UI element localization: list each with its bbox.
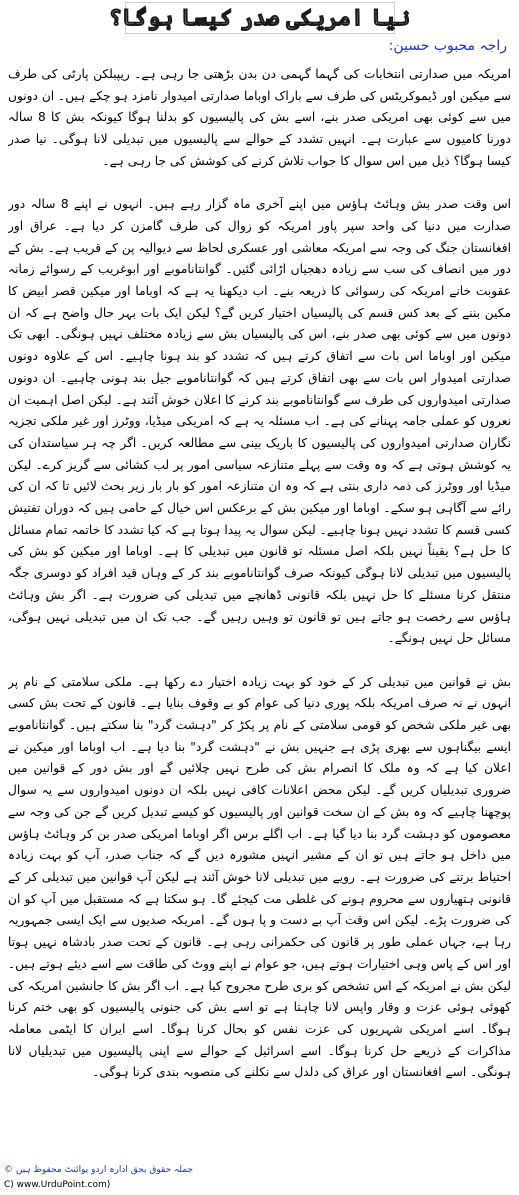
copyright-notice: جملہ حقوق بحق ادارہ اردو پوائنٹ محفوظ ہیں © [4,1165,194,1175]
article-paragraph-2: اس وقت صدر بش وہائٹ ہاؤس میں اپنے آخری ماہ گزار رہے ہیں۔ انہوں نے اپنے 8 سالہ دور صدارت میں دنیا کی واحد سپر پاور امریکہ کو زوال کی طرف گامزن کر دیا ہے۔ عراق اور افغانستان جنگ کی وجہ سے امریکہ معاشی اور عسکری لحاظ سے دیوالیہ پن کے قریب ہے۔ بش کے دور میں انصاف کی سب سے زیادہ دھجیاں اڑائی گئیں۔ گوانتاناموبے اور ابوغریب کے رسوائے زمانہ عقوبت خانے امریکہ کی رسوائی کا ذریعہ بنے۔ اب دیکھنا یہ ہے کہ اوباما اور میکین قصر ابیض کا مکین بننے کے بعد کس قسم کی پالیسیاں اختیار کریں گے؟ لیکن ایک بات بہر حال واضح ہے کہ ان دونوں میں سے کوئی بھی صدر بنے، اس کی پالیسیاں بش سے زیادہ مختلف نہیں ہونگی۔ ابھی تک میکین اور اوباما اس بات سے اتفاق کرتے ہیں کہ تشدد کو بند ہونا چاہیے۔ اس کے علاوہ دونوں صدارتی امیدوار اس بات سے بھی اتفاق کرتے ہیں کہ گوانتاناموبے جیل بند ہونی چاہیے۔ ان دونوں صدارتی امیدواروں کی طرف سے گوانتاناموبے بند کرنے کا اعلان خوش آئند ہے۔ لیکن اصل اہمیت ان نعروں کو عملی جامہ پہنانے کی ہے۔ اب مسئلہ یہ ہے کہ امریکی میڈیا، ووٹرز اور غیر ملکی تجزیہ نگاران صدارتی امیدواروں کی پالیسیوں کا باریک بینی سے مطالعہ کریں۔ اگر چہ ہر سیاستدان کی یہ کوشش ہوتی ہے کہ وہ وقت سے پہلے متنازعہ سیاسی امور پر لب کشائی سے گریز کرے۔ لیکن میڈیا اور ووٹرز کی ذمہ داری بنتی ہے کہ وہ ان متنازعہ امور کو بار بار زیر بحث لائیں تا کہ ان کی رائے سے آگاہی ہو سکے۔ اوباما اور میکین بش کے برعکس اس خیال کے حامی ہیں کہ دوران تفتیش کسی قسم کا تشدد نہیں ہونا چاہیے۔ لیکن سوال یہ پیدا ہوتا ہے کہ کیا تشدد کا خاتمہ تمام مسائل کا حل ہے؟ یقیناً نہیں بلکہ اصل مسئلہ تو قانون میں تبدیلی کا ہے۔ اوباما اور میکین کو بش کی پالیسیوں میں تبدیلی لانا ہوگی کیونکہ صرف گوانتاناموبے بند کر کے وہاں قید افراد کو دوسری جگہ منتقل کرنا مسئلے کا حل نہیں بلکہ قانونی ڈھانچے میں تبدیلی کی ضرورت ہے۔ اگر بش وہائٹ ہاؤس سے رخصت ہو جاتے ہیں تو قانون تو وہیں رہیں گے۔ جب تک ان میں تبدیلی نہیں ہوگی، مسائل حل نہیں ہونگے۔ [8,197,511,646]
article-paragraph-1: امریکہ میں صدارتی انتخابات کی گہما گہمی دن بدن بڑھتی جا رہی ہے۔ ریپبلکن پارٹی کی طرف سے میکین اور ڈیموکریٹس کی طرف سے باراک اوباما صدارتی امیدوار نامزد ہو چکے ہیں۔ ان دونوں میں سے کوئی بھی امریکی صدر بنے، اسے بش کی پالیسیوں کو بدلنا ہوگا کیونکہ بش کا 8 سالہ دورنا کامیوں سے عبارت ہے۔ انہیں تشدد کے حوالے سے پالیسیوں میں تبدیلی لانا ہوگی۔ نیا صدر کیسا ہوگا؟ ذیل میں اس سوال کا جواب تلاش کرنے کی کوشش کی جا رہی ہے۔ [8,67,511,168]
title-bar [0,2,519,34]
title-box [108,2,411,34]
article-body [8,64,511,1162]
article-title: نیا امریکی صدر کیسا ہوگا؟ [108,5,411,31]
article-paragraph-3: بش نے قوانین میں تبدیلی کر کے خود کو بہت زیادہ اختیار دے رکھا ہے۔ ملکی سلامتی کے نام پر انہوں نے نہ صرف امریکہ بلکہ پوری دنیا کی عوام کو بے وقوف بنایا ہے۔ قانون کے تحت بش کسی بھی غیر ملکی شخص کو قومی سلامتی کے نام پر پکڑ کر "دہشت گرد" بنا سکتے ہیں۔ گوانتاناموبے ایسے بیگناہوں سے بھری پڑی ہے جنہیں بش نے "دہشت گرد" بنا دیا ہے۔ اب اوباما اور میکین نے اعلان کیا ہے کہ وہ ملک کا انصرام بش کی طرح نہیں چلائیں گے اور بش دور کے قوانین میں ضروری تبدیلیاں کریں گے۔ لیکن محض اعلانات کافی نہیں بلکہ ان دونوں امیدواروں سے یہ سوال پوچھنا چاہیے کہ وہ بش کے ان سخت قوانین اور پالیسیوں کو کیسے تبدیل کریں گے جن کی وجہ سے معصوموں کو دہشت گرد بنا دیا گیا ہے۔ اب اگلے برس اگر اوباما امریکی صدر بن کر وہائٹ ہاؤس میں داخل ہو جاتے ہیں تو ان کے مشیر انہیں مشورہ دیں گے کہ جناب صدر، آپ کو بہت زیادہ احتیاط برتنے کی ضرورت ہے۔ رویے میں تبدیلی لانا خوش آئند ہے لیکن آپ قوانین میں تبدیلی کر کے قانونی ہتھیاروں سے محروم ہونے کی غلطی مت کیجئے گا۔ ہو سکتا ہے کہ مستقبل میں آپ کو ان کی ضرورت پڑے۔ لیکن اس وقت آپ بے دست و پا ہوں گے۔ امریکہ صدیوں سے ایک ایسی جمہوریہ رہا ہے، جہاں عملی طور پر قانون کی حکمرانی رہی ہے۔ قانون کے تحت صدر بادشاہ نہیں ہوتا اور اس کے پاس وہی اختیارات ہوتے ہیں، جو عوام نے اپنے ووٹ کی طاقت سے اسے دیئے ہوتے ہیں۔ لیکن بش نے امریکہ کے اس تشخص کو بری طرح مجروح کیا ہے۔ اب اگر بش کا جانشین امریکہ کی کھوئی ہوئی عزت و وقار واپس لانا چاہتا ہے تو اسے بش کی جنونی پالیسیوں کو بھی ختم کرنا ہوگا۔ اسے امریکی شہریوں کی عزت نفس کو بحال کرنا ہوگا۔ اسے ایران کا ایٹمی معاملہ مذاکرات کے ذریعے حل کرنا ہوگا۔ اسے اسرائیل کے حوالے سے اپنی پالیسیوں میں تبدیلیاں لانا ہونگی۔ اسے افغانستان اور عراق کی دلدل سے نکلنے کی منصوبہ بندی کرنا ہوگی۔ [8,674,511,1080]
author-name: راجہ محبوب حسین: [388,38,507,54]
footer [0,1163,519,1195]
website-link[interactable]: C) www.UrduPoint.com) [4,1180,111,1190]
